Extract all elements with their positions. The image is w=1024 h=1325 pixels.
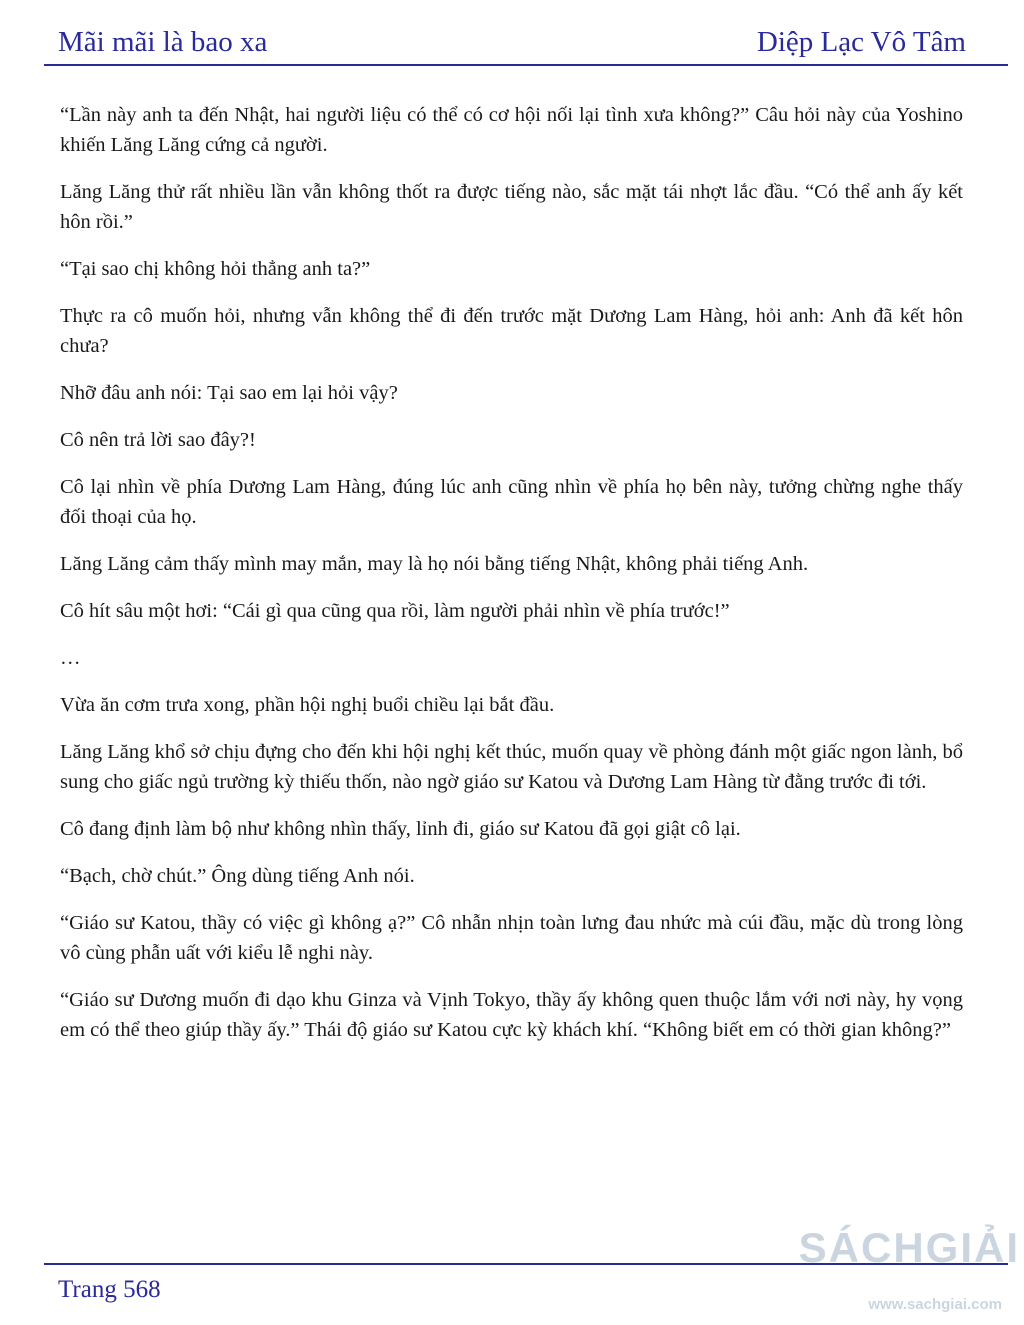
- scene-break: …: [60, 647, 81, 669]
- header-divider: [44, 64, 1008, 66]
- watermark-url: www.sachgiai.com: [868, 1296, 1002, 1313]
- paragraph: Lăng Lăng khổ sở chịu đựng cho đến khi hội nghị kết thúc, muốn quay về phòng đánh một giấc ngon lành, bổ sung cho giấc ngủ trường kỳ thiếu thốn, nào ngờ giáo sư Katou và Dương Lam Hàng từ đằng trước đi tới.: [60, 741, 963, 793]
- paragraph: Nhỡ đâu anh nói: Tại sao em lại hỏi vậy?: [60, 382, 398, 404]
- paragraph: “Tại sao chị không hỏi thẳng anh ta?”: [60, 258, 371, 280]
- paragraph: “Lần này anh ta đến Nhật, hai người liệu có thể có cơ hội nối lại tình xưa không?” Câu hỏi này của Yoshino khiến Lăng Lăng cứng cả người.: [60, 104, 963, 156]
- paragraph: Cô đang định làm bộ như không nhìn thấy, lỉnh đi, giáo sư Katou đã gọi giật cô lại.: [60, 818, 741, 840]
- page-header: [58, 26, 966, 66]
- paragraph: “Giáo sư Dương muốn đi dạo khu Ginza và Vịnh Tokyo, thầy ấy không quen thuộc lắm với nơi này, hy vọng em có thể theo giúp thầy ấy.” Thái độ giáo sư Katou cực kỳ khách khí. “Không biết em có thời gian không?”: [60, 989, 963, 1041]
- watermark-brand: SÁCHGIẢI: [798, 1224, 1020, 1271]
- author-name: Diệp Lạc Vô Tâm: [756, 26, 966, 58]
- paragraph: “Bạch, chờ chút.” Ông dùng tiếng Anh nói.: [60, 865, 415, 887]
- paragraph: Thực ra cô muốn hỏi, nhưng vẫn không thể đi đến trước mặt Dương Lam Hàng, hỏi anh: Anh đã kết hôn chưa?: [60, 305, 963, 357]
- book-title: Mãi mãi là bao xa: [58, 26, 268, 58]
- paragraph: Lăng Lăng thử rất nhiều lần vẫn không thốt ra được tiếng nào, sắc mặt tái nhợt lắc đầu. “Có thể anh ấy kết hôn rồi.”: [60, 181, 963, 233]
- paragraph: Lăng Lăng cảm thấy mình may mắn, may là họ nói bằng tiếng Nhật, không phải tiếng Anh.: [60, 553, 809, 575]
- paragraph: Cô nên trả lời sao đây?!: [60, 429, 256, 451]
- paragraph: Cô hít sâu một hơi: “Cái gì qua cũng qua rồi, làm người phải nhìn về phía trước!”: [60, 600, 730, 622]
- page-body: [60, 100, 963, 1062]
- page-number: Trang 568: [58, 1276, 161, 1303]
- paragraph: Vừa ăn cơm trưa xong, phần hội nghị buổi chiều lại bắt đầu.: [60, 694, 555, 716]
- paragraph: “Giáo sư Katou, thầy có việc gì không ạ?” Cô nhẫn nhịn toàn lưng đau nhức mà cúi đầu, mặc dù trong lòng vô cùng phẫn uất với kiểu lễ nghi này.: [60, 912, 963, 964]
- watermark-logo: [798, 1218, 1020, 1318]
- paragraph: Cô lại nhìn về phía Dương Lam Hàng, đúng lúc anh cũng nhìn về phía họ bên này, tưởng chừng nghe thấy đối thoại của họ.: [60, 476, 963, 528]
